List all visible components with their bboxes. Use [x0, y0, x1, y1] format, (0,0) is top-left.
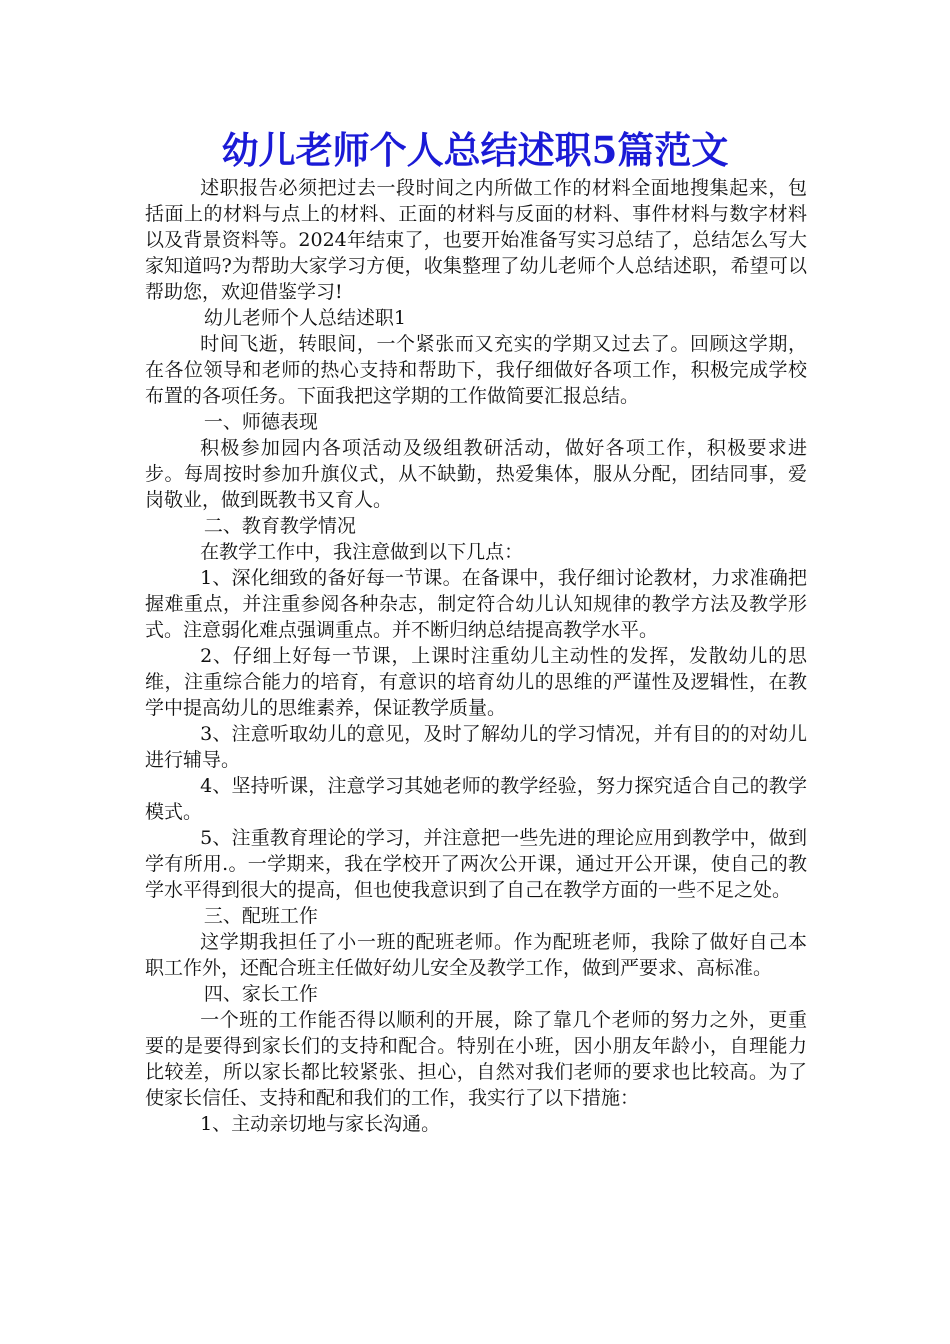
- section-heading-class: 三、配班工作: [203, 905, 318, 927]
- body-paragraph: 这学期我担任了小一班的配班老师。作为配班老师，我除了做好自己本职工作外，还配合班主任做好幼儿安全及教学工作，做到严要求、高标准。: [145, 931, 807, 979]
- intro-paragraph: 述职报告必须把过去一段时间之内所做工作的材料全面地搜集起来，包括面上的材料与点上的材料、正面的材料与反面的材料、事件材料与数字材料以及背景资料等。2024年结束了，也要开始准备写实习总结了，总结怎么写大家知道吗?为帮助大家学习方便，收集整理了幼儿老师个人总结述职，希望可以帮助您，欢迎借鉴学习!: [145, 177, 807, 303]
- body-paragraph: 积极参加园内各项活动及级组教研活动，做好各项工作，积极要求进步。每周按时参加升旗仪式，从不缺勤，热爱集体，服从分配，团结同事，爱岗敬业，做到既教书又育人。: [145, 437, 807, 511]
- body-paragraph: 时间飞逝，转眼间，一个紧张而又充实的学期又过去了。回顾这学期，在各位领导和老师的热心支持和帮助下，我仔细做好各项工作，积极完成学校布置的各项任务。下面我把这学期的工作做简要汇报总结。: [145, 333, 807, 407]
- section-heading-parents: 四、家长工作: [203, 983, 318, 1005]
- body-paragraph: 在教学工作中，我注意做到以下几点：: [200, 541, 524, 563]
- document-title: 幼儿老师个人总结述职5篇范文: [221, 128, 729, 172]
- list-item: 4、坚持听课，注意学习其她老师的教学经验，努力探究适合自己的教学模式。: [145, 775, 807, 823]
- list-item: 2、仔细上好每一节课，上课时注重幼儿主动性的发挥，发散幼儿的思维，注重综合能力的培育，有意识的培育幼儿的思维的严谨性及逻辑性，在教学中提高幼儿的思维素养，保证教学质量。: [145, 645, 807, 719]
- section-title-1: 幼儿老师个人总结述职1: [203, 307, 406, 329]
- document-body: [145, 175, 807, 1137]
- body-paragraph: 一个班的工作能否得以顺利的开展，除了靠几个老师的努力之外，更重要的是要得到家长们的支持和配合。特别在小班，因小朋友年龄小，自理能力比较差，所以家长都比较紧张、担心，自然对我们老师的要求也比较高。为了使家长信任、支持和配和我们的工作，我实行了以下措施：: [145, 1009, 807, 1109]
- section-heading-ethics: 一、师德表现: [203, 411, 318, 433]
- section-heading-teaching: 二、教育教学情况: [203, 515, 356, 537]
- list-item: 1、主动亲切地与家长沟通。: [200, 1113, 441, 1135]
- list-item: 3、注意听取幼儿的意见，及时了解幼儿的学习情况，并有目的的对幼儿进行辅导。: [145, 723, 807, 771]
- list-item: 1、深化细致的备好每一节课。在备课中，我仔细讨论教材，力求准确把握难重点，并注重参阅各种杂志，制定符合幼儿认知规律的教学方法及教学形式。注意弱化难点强调重点。并不断归纳总结提高教学水平。: [145, 567, 807, 641]
- list-item: 5、注重教育理论的学习，并注意把一些先进的理论应用到教学中，做到学有所用.。一学期来，我在学校开了两次公开课，通过开公开课，使自己的教学水平得到很大的提高，但也使我意识到了自己在教学方面的一些不足之处。: [145, 827, 807, 901]
